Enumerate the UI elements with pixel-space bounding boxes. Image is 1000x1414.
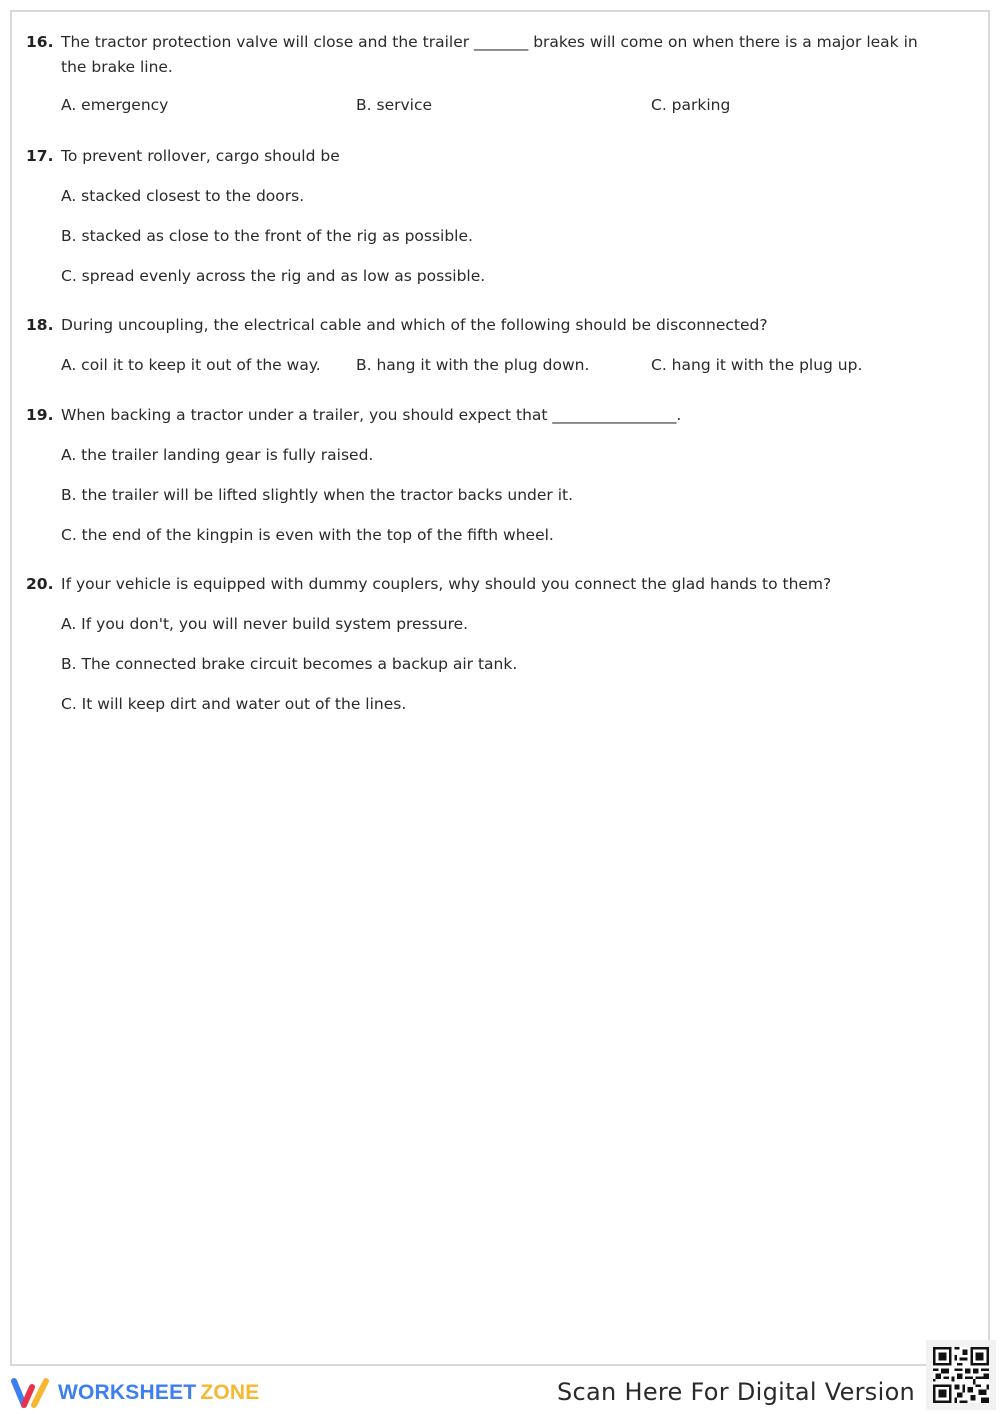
brand-name-part2: ZONE: [200, 1381, 260, 1404]
option-c: C. the end of the kingpin is even with the top of the fifth wheel.: [61, 526, 554, 544]
option-b: B. stacked as close to the front of the rig as possible.: [61, 227, 473, 245]
option-c: C. spread evenly across the rig and as low as possible.: [61, 267, 486, 285]
option-c: C. It will keep dirt and water out of the lines.: [61, 695, 407, 713]
qr-code[interactable]: [926, 1340, 996, 1410]
worksheetzone-logo-icon: [10, 1376, 52, 1410]
question-text: When backing a tractor under a trailer, you should expect that ________________.: [61, 406, 682, 424]
option-c: C. hang it with the plug up.: [651, 356, 863, 374]
question-number: 19.: [26, 406, 54, 424]
option-b: B. service: [356, 96, 433, 114]
question-number: 18.: [26, 316, 54, 334]
question-17: [26, 144, 946, 305]
option-a: A. emergency: [61, 96, 169, 114]
option-a: A. If you don't, you will never build system pressure.: [61, 615, 469, 633]
question-text: The tractor protection valve will close and the trailer _______ brakes will come on when there is a major leak in the brake line.: [61, 33, 918, 76]
option-a: A. coil it to keep it out of the way.: [61, 356, 321, 374]
question-19: [26, 403, 946, 564]
question-number: 16.: [26, 33, 54, 51]
question-16: [26, 30, 946, 116]
question-text: To prevent rollover, cargo should be: [61, 147, 340, 165]
option-b: B. The connected brake circuit becomes a backup air tank.: [61, 655, 518, 673]
question-18: [26, 313, 946, 376]
question-number: 17.: [26, 147, 54, 165]
worksheetzone-logo[interactable]: [10, 1376, 259, 1410]
option-c: C. parking: [651, 96, 731, 114]
question-text: If your vehicle is equipped with dummy couplers, why should you connect the glad hands to them?: [61, 575, 832, 593]
question-number: 20.: [26, 575, 54, 593]
question-text: During uncoupling, the electrical cable and which of the following should be disconnected?: [61, 316, 768, 334]
question-20: [26, 572, 946, 733]
brand-name-part1: WORKSHEET: [58, 1381, 197, 1404]
option-a: A. stacked closest to the doors.: [61, 187, 305, 205]
scan-instruction: Scan Here For Digital Version: [557, 1378, 916, 1406]
option-b: B. hang it with the plug down.: [356, 356, 590, 374]
qr-code-icon: [933, 1347, 989, 1403]
option-a: A. the trailer landing gear is fully raised.: [61, 446, 374, 464]
option-b: B. the trailer will be lifted slightly when the tractor backs under it.: [61, 486, 574, 504]
